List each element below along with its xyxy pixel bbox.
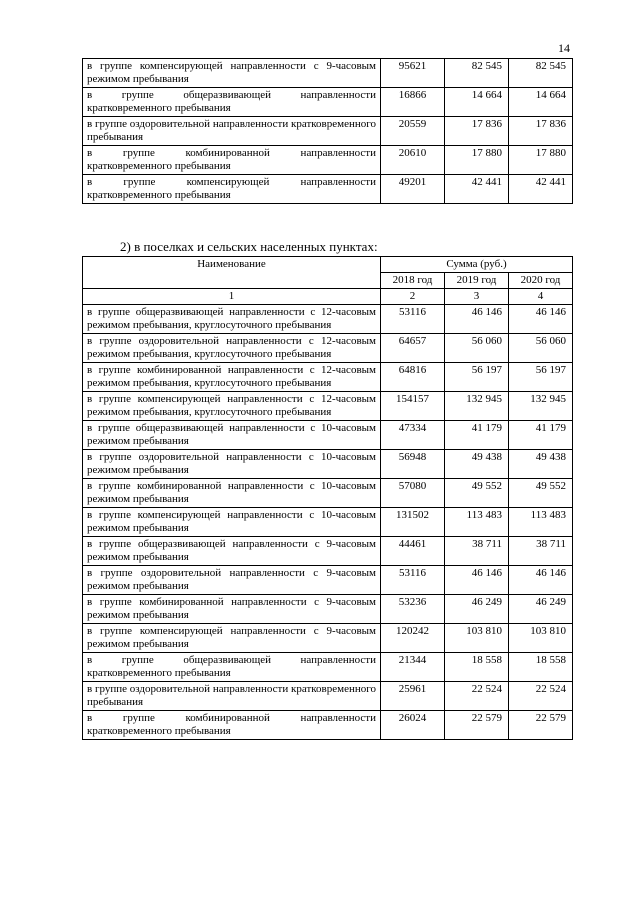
row-name-cell: в группе компенсирующей направленности с 9-часовым режимом пребывания <box>83 624 381 653</box>
value-2019-cell: 103 810 <box>445 624 509 653</box>
value-2019-cell: 46 249 <box>445 595 509 624</box>
value-2018-cell: 25961 <box>381 682 445 711</box>
row-name-cell: в группе общеразвивающей направленности с 10-часовым режимом пребывания <box>83 421 381 450</box>
value-2018-cell: 53116 <box>381 566 445 595</box>
value-2018-cell: 154157 <box>381 392 445 421</box>
row-name-cell: в группе компенсирующей направленности с 10-часовым режимом пребывания <box>83 508 381 537</box>
table-row <box>83 392 573 421</box>
header-row-numbers <box>83 289 573 305</box>
table-row <box>83 479 573 508</box>
row-name-cell: в группе оздоровительной направленности с 12-часовым режимом пребывания, круглосуточного пребывания <box>83 334 381 363</box>
value-2018-cell: 56948 <box>381 450 445 479</box>
section-heading: 2) в поселках и сельских населенных пунктах: <box>120 239 378 254</box>
row-name-cell: в группе общеразвивающей направленности кратковременного пребывания <box>83 88 381 117</box>
table-row <box>83 595 573 624</box>
row-name-cell: в группе оздоровительной направленности кратковременного пребывания <box>83 682 381 711</box>
value-2018-cell: 64657 <box>381 334 445 363</box>
value-2019-cell: 49 438 <box>445 450 509 479</box>
table-row <box>83 334 573 363</box>
value-2020-cell: 132 945 <box>509 392 573 421</box>
header-name: Наименование <box>83 257 381 289</box>
row-name-cell: в группе комбинированной направленности с 9-часовым режимом пребывания <box>83 595 381 624</box>
table-row <box>83 653 573 682</box>
table-row <box>83 682 573 711</box>
tariff-table-villages-body <box>83 305 573 740</box>
value-2018-cell: 26024 <box>381 711 445 740</box>
row-name-cell: в группе общеразвивающей направленности с 9-часовым режимом пребывания <box>83 537 381 566</box>
value-2020-cell: 46 249 <box>509 595 573 624</box>
value-2019-cell: 46 146 <box>445 305 509 334</box>
value-2020-cell: 46 146 <box>509 566 573 595</box>
row-name-cell: в группе компенсирующей направленности с 12-часовым режимом пребывания, круглосуточного пребывания <box>83 392 381 421</box>
value-2019-cell: 17 880 <box>445 146 509 175</box>
table-row <box>83 624 573 653</box>
value-2018-cell: 16866 <box>381 88 445 117</box>
value-2018-cell: 20610 <box>381 146 445 175</box>
row-name-cell: в группе оздоровительной направленности кратковременного пребывания <box>83 117 381 146</box>
value-2020-cell: 18 558 <box>509 653 573 682</box>
value-2018-cell: 53116 <box>381 305 445 334</box>
tariff-table-cities-body <box>83 59 573 204</box>
value-2019-cell: 41 179 <box>445 421 509 450</box>
row-name-cell: в группе общеразвивающей направленности с 12-часовым режимом пребывания, круглосуточного пребывания <box>83 305 381 334</box>
value-2018-cell: 131502 <box>381 508 445 537</box>
row-name-cell: в группе компенсирующей направленности кратковременного пребывания <box>83 175 381 204</box>
tariff-table-villages <box>82 256 573 740</box>
value-2018-cell: 95621 <box>381 59 445 88</box>
value-2020-cell: 82 545 <box>509 59 573 88</box>
value-2018-cell: 120242 <box>381 624 445 653</box>
value-2018-cell: 20559 <box>381 117 445 146</box>
value-2020-cell: 14 664 <box>509 88 573 117</box>
row-name-cell: в группе общеразвивающей направленности кратковременного пребывания <box>83 653 381 682</box>
value-2019-cell: 18 558 <box>445 653 509 682</box>
value-2019-cell: 82 545 <box>445 59 509 88</box>
header-year-2018: 2018 год <box>381 273 445 289</box>
tariff-table-cities <box>82 58 573 204</box>
value-2020-cell: 113 483 <box>509 508 573 537</box>
table-row <box>83 363 573 392</box>
table-row <box>83 88 573 117</box>
value-2020-cell: 56 060 <box>509 334 573 363</box>
value-2020-cell: 49 438 <box>509 450 573 479</box>
value-2020-cell: 22 524 <box>509 682 573 711</box>
table-row <box>83 146 573 175</box>
value-2019-cell: 46 146 <box>445 566 509 595</box>
header-year-2019: 2019 год <box>445 273 509 289</box>
row-name-cell: в группе оздоровительной направленности с 9-часовым режимом пребывания <box>83 566 381 595</box>
value-2019-cell: 17 836 <box>445 117 509 146</box>
row-name-cell: в группе комбинированной направленности кратковременного пребывания <box>83 146 381 175</box>
row-name-cell: в группе оздоровительной направленности с 10-часовым режимом пребывания <box>83 450 381 479</box>
table-row <box>83 566 573 595</box>
value-2020-cell: 42 441 <box>509 175 573 204</box>
row-name-cell: в группе комбинированной направленности с 10-часовым режимом пребывания <box>83 479 381 508</box>
row-name-cell: в группе комбинированной направленности кратковременного пребывания <box>83 711 381 740</box>
table-row <box>83 508 573 537</box>
value-2019-cell: 56 060 <box>445 334 509 363</box>
value-2019-cell: 22 579 <box>445 711 509 740</box>
value-2019-cell: 42 441 <box>445 175 509 204</box>
value-2018-cell: 47334 <box>381 421 445 450</box>
value-2020-cell: 17 880 <box>509 146 573 175</box>
value-2019-cell: 38 711 <box>445 537 509 566</box>
value-2018-cell: 21344 <box>381 653 445 682</box>
table-row <box>83 305 573 334</box>
value-2019-cell: 49 552 <box>445 479 509 508</box>
table-row <box>83 450 573 479</box>
row-name-cell: в группе комбинированной направленности с 12-часовым режимом пребывания, круглосуточного пребывания <box>83 363 381 392</box>
table-row <box>83 537 573 566</box>
value-2018-cell: 57080 <box>381 479 445 508</box>
page-number: 14 <box>558 41 570 55</box>
column-number-4: 4 <box>509 289 573 305</box>
column-number-3: 3 <box>445 289 509 305</box>
table-row <box>83 59 573 88</box>
row-name-cell: в группе компенсирующей направленности с 9-часовым режимом пребывания <box>83 59 381 88</box>
value-2020-cell: 22 579 <box>509 711 573 740</box>
value-2020-cell: 38 711 <box>509 537 573 566</box>
table-row <box>83 175 573 204</box>
value-2019-cell: 14 664 <box>445 88 509 117</box>
value-2020-cell: 103 810 <box>509 624 573 653</box>
value-2019-cell: 22 524 <box>445 682 509 711</box>
table-row <box>83 711 573 740</box>
value-2018-cell: 64816 <box>381 363 445 392</box>
value-2019-cell: 113 483 <box>445 508 509 537</box>
value-2020-cell: 41 179 <box>509 421 573 450</box>
value-2020-cell: 56 197 <box>509 363 573 392</box>
value-2019-cell: 132 945 <box>445 392 509 421</box>
column-number-1: 1 <box>83 289 381 305</box>
value-2020-cell: 17 836 <box>509 117 573 146</box>
column-number-2: 2 <box>381 289 445 305</box>
header-row-main <box>83 257 573 273</box>
value-2019-cell: 56 197 <box>445 363 509 392</box>
value-2018-cell: 49201 <box>381 175 445 204</box>
table-row <box>83 117 573 146</box>
header-sum: Сумма (руб.) <box>381 257 573 273</box>
value-2018-cell: 44461 <box>381 537 445 566</box>
header-year-2020: 2020 год <box>509 273 573 289</box>
value-2018-cell: 53236 <box>381 595 445 624</box>
value-2020-cell: 49 552 <box>509 479 573 508</box>
table-row <box>83 421 573 450</box>
value-2020-cell: 46 146 <box>509 305 573 334</box>
